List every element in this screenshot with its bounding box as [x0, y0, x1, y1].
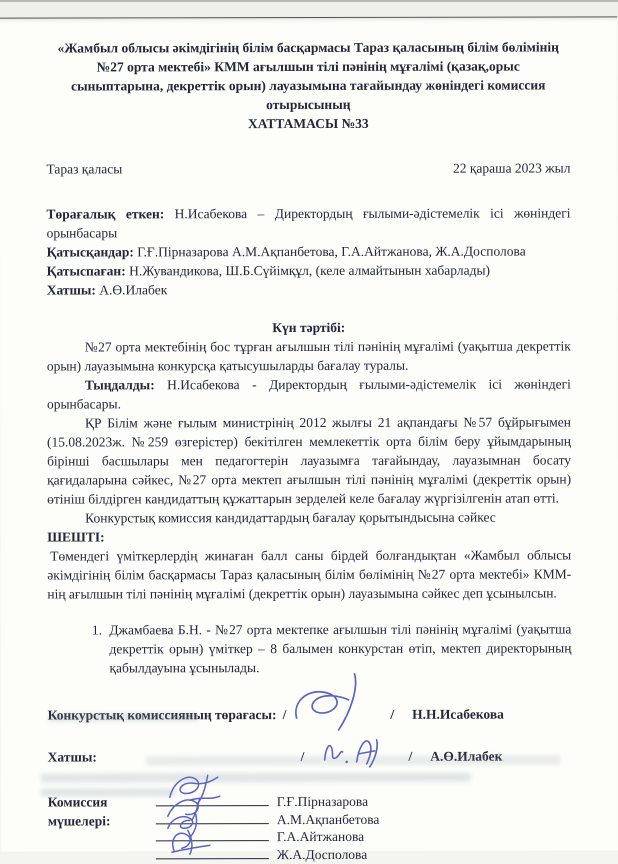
- attendees-label: Қатысқандар:: [46, 244, 134, 260]
- secretary-name: А.Ө.Илабек: [430, 748, 503, 764]
- date-label: 22 қараша 2023 жыл: [452, 160, 571, 176]
- signature-block: [48, 704, 572, 861]
- bleed-through-artifact: [146, 755, 561, 765]
- secretary-row: [47, 279, 571, 299]
- attendees-value: Г.Ғ.Пірназарова А.М.Ақпанбетова, Г.А.Айтжанова, Ж.А.Досполова: [133, 243, 526, 260]
- protocol-number: ХАТТАМАСЫ №33: [247, 115, 369, 132]
- agenda-heading: Күн тәртібі:: [272, 319, 346, 336]
- slash-separator: /: [300, 749, 305, 765]
- member-name: Г.А.Айтжанова: [276, 828, 365, 845]
- secretary-label: Хатшы:: [46, 282, 96, 298]
- bleed-through-artifact: [49, 713, 199, 721]
- heard-label: Тыңдалды:: [84, 377, 155, 393]
- slash-separator: /: [282, 707, 287, 723]
- decision-intro: Конкурстық комиссия кандидаттардың бағалау қорытындысына сәйкес: [85, 509, 496, 526]
- agenda-paragraph: №27 орта мектебінің бос тұрған ағылшын тілі пәнінің мұғалімі (уақытша декреттік орын) лауазымына конкурсқа қатысушыларды бағалау туралы.: [46, 338, 571, 374]
- resolution-item: 1. Джамбаева Б.Н. - №27 орта мектепке ағылшын тілі пәнінің мұғалімі (уақытша декреттік орын) үміткер – 8 балымен конкурстан өтіп, мектеп директорының қабылдауына ұсынылады.: [105, 619, 571, 677]
- secretary-signature-label: Хатшы:: [47, 749, 97, 765]
- member-signature-line: [156, 844, 269, 859]
- member-name: А.М.Ақпанбетова: [276, 811, 380, 827]
- chairman-signature-ink-icon: [290, 670, 376, 734]
- slash-separator: /: [390, 706, 395, 722]
- order-paragraph: ҚР Білім және ғылым министрінің 2012 жылғы 21 ақпандағы №57 бұйрығымен (15.08.2023ж. №259 өзгерістер) бекітілген мемлекеттік орта білім беру ұйымдарының бірінші басшылары мен педагогтерін лауазымға тағайындау, лауазымнан босату қағидаларына сәйкес, №27 орта мектеп ағылшын тілі пәнінің мұғалімі (декреттік орын) өтініш білдірген кандидаттың құжаттарын зерделей келе бағалау жүргізілгенін атап өтті.: [47, 414, 572, 507]
- chairman-name: Н.Н.Исабекова: [412, 706, 504, 722]
- attendees-row: [47, 241, 571, 261]
- absent-row: [47, 260, 571, 280]
- chairman-signature-label: Конкурстық комиссияның төрағасы:: [47, 707, 277, 723]
- document-content: [46, 37, 572, 861]
- members-signature-group: [48, 790, 572, 861]
- chairperson-row: [47, 203, 571, 242]
- resolution-list: [47, 619, 571, 677]
- city-label: Тараз қаласы: [46, 161, 123, 177]
- chairperson-label: Төрағалық еткен:: [46, 206, 165, 222]
- absent-label: Қатыспаған:: [46, 263, 126, 279]
- member-signature-row: [48, 808, 572, 827]
- member-name: Г.Ғ.Пірназарова: [276, 793, 369, 810]
- chairman-signature-slot: [292, 718, 384, 719]
- meta-block: [47, 203, 571, 299]
- member-signature-row: [48, 825, 572, 844]
- decision-paragraph: Төмендегі үміткерлердің жинаған балл саны бірдей болғандықтан «Жамбыл облысы әкімдігінің білім басқармасы Тараз қаласының білім бөлімінің №27 орта мектебі» КММ-нің ағылшын тілі пәнінің мұғалімі (декреттік орын) лауазымына сәйкес деп ұсынылсын.: [47, 547, 572, 602]
- chairperson-value: Н.Исабекова – Директордың ғылыми-әдістемелік ісі жөніндегі орынбасары: [46, 205, 571, 241]
- secretary-value: А.Ө.Илабек: [95, 282, 168, 298]
- place-date-row: [46, 158, 570, 178]
- member-signature-ink-icon: [164, 826, 220, 856]
- heard-paragraph: [47, 374, 571, 413]
- bleed-through-artifact: [41, 788, 176, 796]
- absent-value: Н.Жувандикова, Ш.Б.Сүйімқұл, (келе алмайтынын хабарлады): [125, 262, 491, 279]
- member-name: Ж.А.Досполова: [276, 846, 368, 862]
- slash-separator: /: [408, 748, 413, 764]
- heard-text: Н.Исабекова - Директордың ғылыми-әдістемелік ісі жөніндегі орынбасары.: [46, 376, 571, 412]
- member-signature-row: [48, 843, 572, 862]
- document-title: «Жамбыл облысы әкімдігінің білім басқармасы Тараз қаласының білім бөлімінің №27 орта мектебі» КММ ағылшын тілі пәнінің мұғалімі (қазақ,орыс сыныптарына, декреттік орын) лауазымына тағайындау жөніндегі комиссия отырысының: [57, 39, 559, 113]
- document-page: [0, 16, 618, 862]
- decision-label: ШЕШТІ:: [47, 529, 105, 545]
- bleed-through-artifact: [41, 773, 471, 783]
- members-label: Комиссия мүшелері:: [47, 794, 111, 829]
